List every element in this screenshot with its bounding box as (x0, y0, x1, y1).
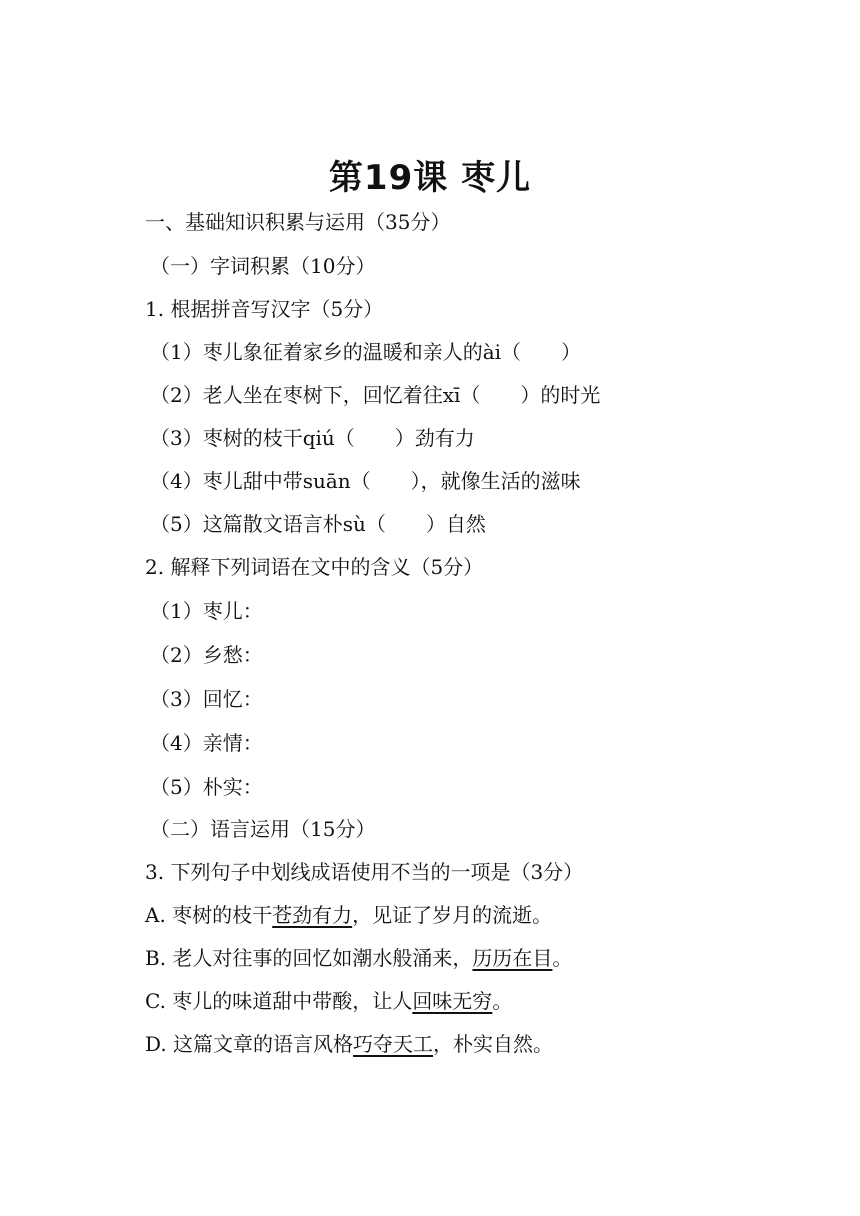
question-2-item: （4）亲情： (150, 731, 263, 755)
option-text: ，见证了岁月的流逝。 (352, 903, 553, 927)
question-1-stem: 1. 根据拼音写汉字（5分） (145, 297, 384, 321)
option-a (145, 901, 552, 929)
option-d (145, 1030, 553, 1058)
question-1-item: （1）枣儿象征着家乡的温暖和亲人的ài（ ） (150, 340, 582, 364)
option-text: 。 (552, 946, 573, 970)
underlined-idiom: 历历在目 (472, 946, 553, 970)
question-1-item: （3）枣树的枝干qiú（ ）劲有力 (150, 426, 475, 450)
option-text: C. 枣儿的味道甜中带酸，让人 (145, 989, 413, 1013)
underlined-idiom: 巧夺天工 (353, 1032, 434, 1056)
option-b (145, 944, 572, 972)
option-text: 。 (492, 989, 513, 1013)
question-1-item: （2）老人坐在枣树下，回忆着往xī（ ）的时光 (150, 383, 601, 407)
section-heading: 一、基础知识积累与运用（35分） (145, 210, 451, 234)
part-heading: （二）语言运用（15分） (150, 817, 376, 841)
question-1-item: （5）这篇散文语言朴sù（ ）自然 (150, 512, 486, 536)
option-c (145, 987, 512, 1015)
question-2-item: （3）回忆： (150, 687, 263, 711)
question-1-item: （4）枣儿甜中带suān（ ），就像生活的滋味 (150, 469, 581, 493)
option-text: D. 这篇文章的语言风格 (145, 1032, 354, 1056)
underlined-idiom: 回味无穷 (412, 989, 493, 1013)
option-text: B. 老人对往事的回忆如潮水般涌来， (145, 946, 473, 970)
underlined-idiom: 苍劲有力 (272, 903, 353, 927)
question-2-item: （5）朴实： (150, 775, 263, 799)
question-3-stem: 3. 下列句子中划线成语使用不当的一项是（3分） (145, 860, 584, 884)
question-2-item: （2）乡愁： (150, 643, 263, 667)
question-2-item: （1）枣儿： (150, 599, 263, 623)
option-text: A. 枣树的枝干 (145, 903, 273, 927)
part-heading: （一）字词积累（10分） (150, 254, 376, 278)
page-title: 第19课 枣儿 (328, 158, 532, 198)
option-text: ，朴实自然。 (433, 1032, 554, 1056)
question-2-stem: 2. 解释下列词语在文中的含义（5分） (145, 555, 484, 579)
